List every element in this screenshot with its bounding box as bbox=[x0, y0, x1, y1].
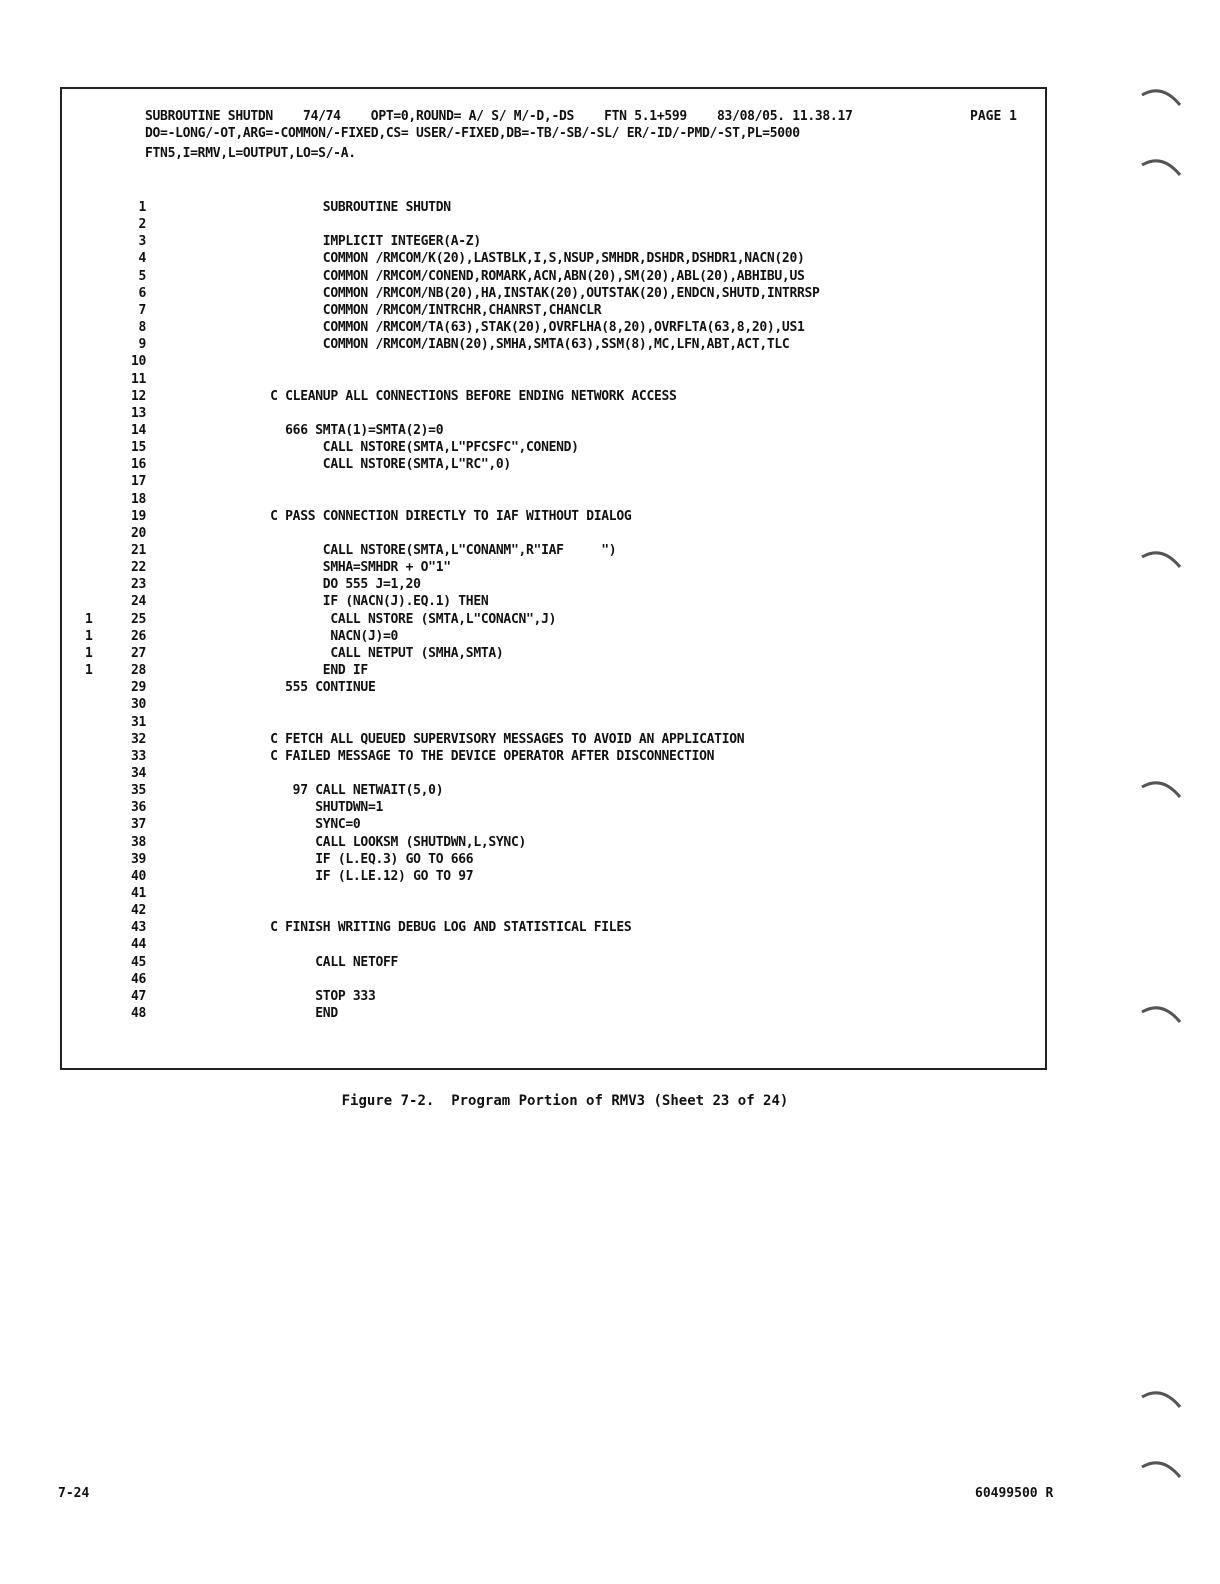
binder-hole-icon bbox=[1138, 153, 1184, 183]
line-number: 46 bbox=[130, 971, 146, 987]
line-number: 18 bbox=[130, 491, 146, 507]
nesting-level: 1 bbox=[85, 628, 93, 644]
source-code: 666 SMTA(1)=SMTA(2)=0 bbox=[240, 422, 444, 438]
line-number: 40 bbox=[130, 868, 146, 884]
figure-caption: Figure 7-2. Program Portion of RMV3 (Sheet 23 of 24) bbox=[341, 1093, 789, 1109]
code-line bbox=[60, 989, 1040, 1005]
code-line bbox=[60, 903, 1040, 919]
source-code: END bbox=[240, 1006, 338, 1022]
source-code: STOP 333 bbox=[240, 988, 376, 1004]
code-line bbox=[60, 646, 1040, 662]
line-number: 7 bbox=[138, 302, 146, 318]
code-line bbox=[60, 526, 1040, 542]
code-line bbox=[60, 543, 1040, 559]
header-line-2: DO=-LONG/-OT,ARG=-COMMON/-FIXED,CS= USER/-FIXED,DB=-TB/-SB/-SL/ ER/-ID/-PMD/-ST,PL=5000 bbox=[145, 126, 800, 141]
line-number: 12 bbox=[130, 388, 146, 404]
code-line bbox=[60, 612, 1040, 628]
line-number: 4 bbox=[138, 251, 146, 267]
line-number: 33 bbox=[130, 748, 146, 764]
code-line bbox=[60, 766, 1040, 782]
source-code: SMHA=SMHDR + O"1" bbox=[240, 560, 451, 576]
code-line bbox=[60, 852, 1040, 868]
source-code: SHUTDWN=1 bbox=[240, 800, 384, 816]
code-line bbox=[60, 972, 1040, 988]
page-footer-number: 7-24 bbox=[58, 1486, 90, 1501]
code-line bbox=[60, 886, 1040, 902]
line-number: 44 bbox=[130, 937, 146, 953]
code-line bbox=[60, 286, 1040, 302]
code-line bbox=[60, 955, 1040, 971]
code-line bbox=[60, 234, 1040, 250]
nesting-level: 1 bbox=[85, 645, 93, 661]
code-line bbox=[60, 817, 1040, 833]
line-number: 30 bbox=[130, 697, 146, 713]
code-line bbox=[60, 457, 1040, 473]
line-number: 41 bbox=[130, 886, 146, 901]
line-number: 47 bbox=[130, 988, 146, 1004]
code-line bbox=[60, 200, 1040, 216]
document-number: 60499500 R bbox=[975, 1486, 1054, 1501]
code-line bbox=[60, 217, 1040, 233]
source-code: CALL NSTORE (SMTA,L"CONACN",J) bbox=[240, 611, 557, 627]
source-code: CALL NSTORE(SMTA,L"RC",0) bbox=[240, 457, 511, 473]
line-number: 38 bbox=[130, 834, 146, 850]
code-line bbox=[60, 560, 1040, 576]
line-number: 11 bbox=[130, 371, 146, 387]
source-code: CALL NSTORE(SMTA,L"PFCSFC",CONEND) bbox=[240, 440, 579, 456]
source-code: CALL NSTORE(SMTA,L"CONANM",R"IAF ") bbox=[240, 543, 617, 558]
code-line bbox=[60, 509, 1040, 525]
code-line bbox=[60, 680, 1040, 696]
line-number: 14 bbox=[130, 422, 146, 438]
binder-hole-icon bbox=[1138, 775, 1184, 805]
line-number: 2 bbox=[138, 217, 146, 233]
source-code: IF (L.EQ.3) GO TO 666 bbox=[240, 851, 474, 867]
line-number: 43 bbox=[130, 920, 146, 936]
line-number: 34 bbox=[130, 765, 146, 781]
binder-hole-icon bbox=[1138, 83, 1184, 113]
line-number: 48 bbox=[130, 1006, 146, 1022]
line-number: 26 bbox=[130, 628, 146, 644]
code-line bbox=[60, 663, 1040, 679]
source-code: IMPLICIT INTEGER(A-Z) bbox=[240, 234, 481, 250]
source-code: CALL NETPUT (SMHA,SMTA) bbox=[240, 645, 504, 661]
source-code: C FAILED MESSAGE TO THE DEVICE OPERATOR AFTER DISCONNECTION bbox=[240, 748, 715, 764]
header-line-3: FTN5,I=RMV,L=OUTPUT,LO=S/-A. bbox=[145, 146, 356, 161]
line-number: 10 bbox=[130, 354, 146, 370]
code-line bbox=[60, 1006, 1040, 1022]
code-line bbox=[60, 629, 1040, 645]
code-line bbox=[60, 749, 1040, 765]
code-line bbox=[60, 937, 1040, 953]
line-number: 36 bbox=[130, 800, 146, 816]
line-number: 37 bbox=[130, 817, 146, 833]
line-number: 27 bbox=[130, 645, 146, 661]
line-number: 35 bbox=[130, 783, 146, 799]
code-line bbox=[60, 406, 1040, 422]
source-code: C PASS CONNECTION DIRECTLY TO IAF WITHOUT DIALOG bbox=[240, 508, 632, 524]
source-code: END IF bbox=[240, 663, 368, 679]
code-line bbox=[60, 389, 1040, 405]
code-line bbox=[60, 920, 1040, 936]
binder-hole-icon bbox=[1138, 1000, 1184, 1030]
source-code: COMMON /RMCOM/K(20),LASTBLK,I,S,NSUP,SMHDR,DSHDR,DSHDR1,NACN(20) bbox=[240, 251, 805, 267]
code-line bbox=[60, 594, 1040, 610]
line-number: 31 bbox=[130, 714, 146, 730]
line-number: 20 bbox=[130, 525, 146, 541]
code-line bbox=[60, 320, 1040, 336]
source-code: SUBROUTINE SHUTDN bbox=[240, 200, 451, 215]
line-number: 1 bbox=[138, 200, 146, 215]
source-code: IF (NACN(J).EQ.1) THEN bbox=[240, 594, 489, 610]
line-number: 5 bbox=[138, 268, 146, 284]
source-code: CALL NETOFF bbox=[240, 954, 399, 970]
line-number: 42 bbox=[130, 903, 146, 919]
line-number: 15 bbox=[130, 440, 146, 456]
line-number: 13 bbox=[130, 405, 146, 421]
line-number: 24 bbox=[130, 594, 146, 610]
source-code: COMMON /RMCOM/INTRCHR,CHANRST,CHANCLR bbox=[240, 302, 602, 318]
line-number: 3 bbox=[138, 234, 146, 250]
binder-hole-icon bbox=[1138, 1385, 1184, 1415]
code-line bbox=[60, 337, 1040, 353]
code-line bbox=[60, 697, 1040, 713]
binder-hole-icon bbox=[1138, 1455, 1184, 1485]
code-line bbox=[60, 800, 1040, 816]
code-line bbox=[60, 440, 1040, 456]
code-line bbox=[60, 372, 1040, 388]
source-code: COMMON /RMCOM/CONEND,ROMARK,ACN,ABN(20),SM(20),ABL(20),ABHIBU,US bbox=[240, 268, 805, 284]
nesting-level: 1 bbox=[85, 611, 93, 627]
source-code: C CLEANUP ALL CONNECTIONS BEFORE ENDING NETWORK ACCESS bbox=[240, 388, 677, 404]
code-line bbox=[60, 715, 1040, 731]
code-line bbox=[60, 303, 1040, 319]
line-number: 17 bbox=[130, 474, 146, 490]
line-number: 22 bbox=[130, 560, 146, 576]
code-line bbox=[60, 869, 1040, 885]
code-line bbox=[60, 577, 1040, 593]
line-number: 29 bbox=[130, 680, 146, 696]
line-number: 6 bbox=[138, 285, 146, 301]
header-line-1: SUBROUTINE SHUTDN 74/74 OPT=0,ROUND= A/ S/ M/-D,-DS FTN 5.1+599 83/08/05. 11.38.17 bbox=[145, 109, 853, 124]
code-line bbox=[60, 354, 1040, 370]
line-number: 21 bbox=[130, 543, 146, 558]
code-line bbox=[60, 835, 1040, 851]
line-number: 32 bbox=[130, 731, 146, 747]
line-number: 39 bbox=[130, 851, 146, 867]
line-number: 28 bbox=[130, 663, 146, 679]
source-code: C FINISH WRITING DEBUG LOG AND STATISTICAL FILES bbox=[240, 920, 632, 936]
line-number: 25 bbox=[130, 611, 146, 627]
code-line bbox=[60, 423, 1040, 439]
code-line bbox=[60, 492, 1040, 508]
line-number: 9 bbox=[138, 337, 146, 353]
line-number: 45 bbox=[130, 954, 146, 970]
line-number: 8 bbox=[138, 320, 146, 336]
line-number: 16 bbox=[130, 457, 146, 473]
line-number: 23 bbox=[130, 577, 146, 593]
source-code: SYNC=0 bbox=[240, 817, 361, 833]
page-number: PAGE 1 bbox=[970, 109, 1017, 124]
source-code: COMMON /RMCOM/IABN(20),SMHA,SMTA(63),SSM(8),MC,LFN,ABT,ACT,TLC bbox=[240, 337, 790, 353]
code-line bbox=[60, 269, 1040, 285]
source-code: C FETCH ALL QUEUED SUPERVISORY MESSAGES TO AVOID AN APPLICATION bbox=[240, 731, 745, 747]
nesting-level: 1 bbox=[85, 663, 93, 679]
source-code: 97 CALL NETWAIT(5,0) bbox=[240, 783, 444, 799]
source-code: COMMON /RMCOM/NB(20),HA,INSTAK(20),OUTSTAK(20),ENDCN,SHUTD,INTRRSP bbox=[240, 285, 820, 301]
source-code: DO 555 J=1,20 bbox=[240, 577, 421, 593]
source-code: IF (L.LE.12) GO TO 97 bbox=[240, 868, 474, 884]
code-line bbox=[60, 783, 1040, 799]
line-number: 19 bbox=[130, 508, 146, 524]
source-code: CALL LOOKSM (SHUTDWN,L,SYNC) bbox=[240, 834, 527, 850]
source-code: 555 CONTINUE bbox=[240, 680, 376, 696]
code-line bbox=[60, 732, 1040, 748]
code-line bbox=[60, 251, 1040, 267]
source-code: NACN(J)=0 bbox=[240, 628, 399, 644]
code-line bbox=[60, 474, 1040, 490]
source-code: COMMON /RMCOM/TA(63),STAK(20),OVRFLHA(8,20),OVRFLTA(63,8,20),US1 bbox=[240, 320, 805, 336]
binder-hole-icon bbox=[1138, 545, 1184, 575]
